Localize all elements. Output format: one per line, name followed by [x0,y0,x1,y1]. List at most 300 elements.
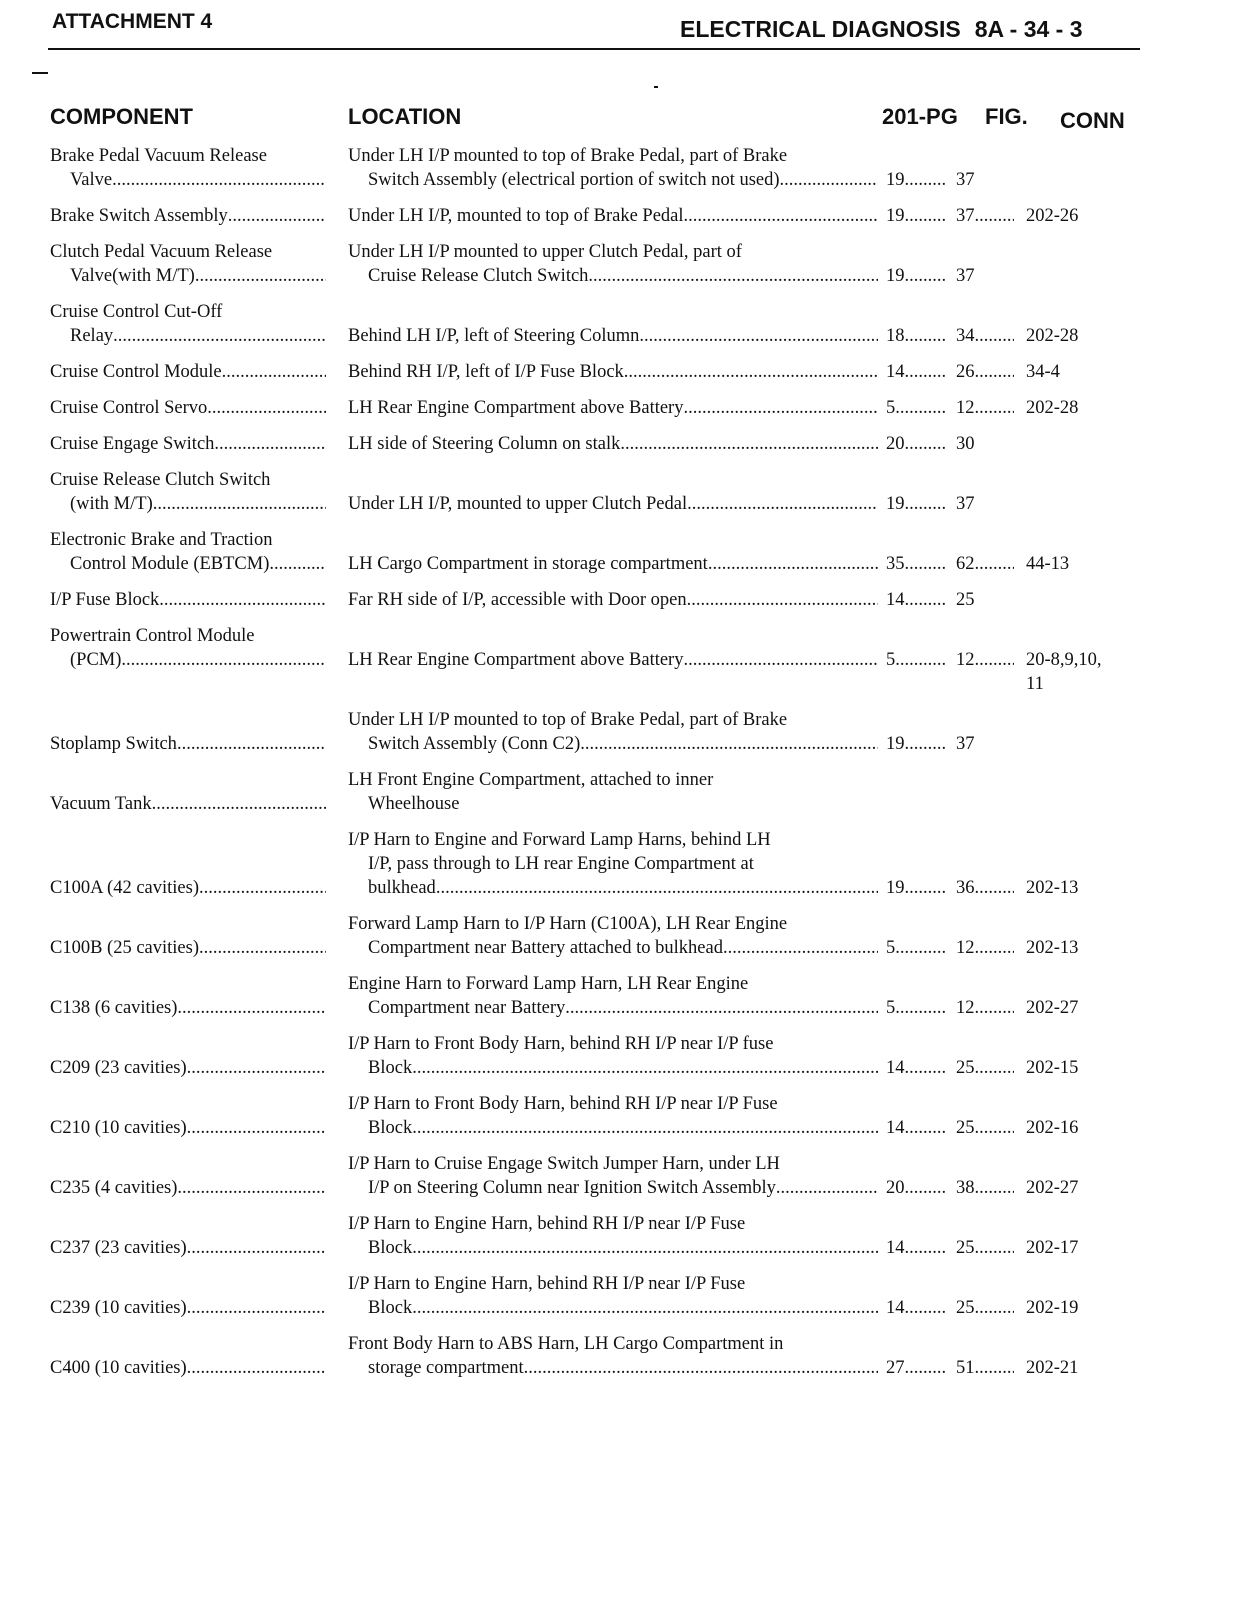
page-value: 14 [886,362,905,382]
location-text: Compartment near Battery attached to bulkhead [368,938,723,958]
page-cell [878,936,956,960]
figure-value: 37 [956,170,975,190]
conn-value: 202-28 [1026,326,1079,346]
page-value: 27 [886,1358,905,1378]
attachment-label: ATTACHMENT 4 [52,10,213,33]
location-text: LH Rear Engine Compartment above Battery [348,650,684,670]
location-cell [340,552,878,576]
figure-value: 38 [956,1178,975,1198]
location-line: Engine Harn to Forward Lamp Harn, LH Rear Engine [348,974,749,994]
figure-cell [956,648,1026,672]
component-cell [0,588,340,612]
table-row [0,240,1248,288]
dot-leader [975,1116,1015,1140]
dot-leader [975,324,1015,348]
dot-leader [905,492,947,516]
component-line: Cruise Release Clutch Switch [50,470,271,490]
component-line: Clutch Pedal Vacuum Release [50,242,273,262]
page-cell [878,324,956,348]
column-header-component: COMPONENT [50,104,193,129]
conn-cell [1026,996,1126,1020]
component-text: C138 (6 cavities) [50,998,178,1018]
header-rule [48,48,1140,50]
page-cell [878,876,956,900]
location-cell [340,240,878,288]
conn-cell [1026,204,1126,228]
page-value: 14 [886,590,905,610]
dot-leader [207,396,326,420]
dot-leader [187,1116,326,1140]
page-value: 5 [886,998,896,1018]
component-cell [0,936,340,960]
component-location-table [0,144,1248,1392]
location-line: I/P Harn to Engine and Forward Lamp Harns, behind LH [348,830,771,850]
location-text: Block [368,1058,413,1078]
dot-leader [412,1116,878,1140]
dot-leader [683,396,878,420]
figure-value: 26 [956,362,975,382]
dot-leader [683,648,878,672]
conn-cell [1026,1176,1126,1200]
figure-cell [956,996,1026,1020]
component-text: Control Module (EBTCM) [70,554,270,574]
table-row [0,432,1248,456]
location-line [348,1356,878,1380]
conn-value: 202-13 [1026,878,1079,898]
page-cell [878,432,956,456]
conn-value: 20-8,9,10, [1026,650,1102,670]
component-line [50,360,340,384]
location-line: Under LH I/P mounted to top of Brake Pedal, part of Brake [348,146,788,166]
location-cell [340,708,878,756]
component-text: C400 (10 cavities) [50,1358,187,1378]
dot-leader [905,732,947,756]
page-cell [878,1116,956,1140]
page-cell [878,1056,956,1080]
component-line [50,1356,340,1380]
dot-leader [687,588,878,612]
page-value: 14 [886,1118,905,1138]
page-cell [878,1296,956,1320]
dot-leader [195,264,326,288]
dot-leader [975,360,1015,384]
location-text: LH Rear Engine Compartment above Battery [348,398,684,418]
component-line [50,204,340,228]
component-text: Cruise Engage Switch [50,434,215,454]
location-text: LH Cargo Compartment in storage compartment [348,554,708,574]
location-line: I/P Harn to Engine Harn, behind RH I/P near I/P Fuse [348,1214,746,1234]
page-value: 5 [886,938,896,958]
figure-value: 25 [956,1298,975,1318]
component-line: Electronic Brake and Traction [50,530,273,550]
table-row [0,768,1248,816]
component-text: C209 (23 cavities) [50,1058,187,1078]
location-line [348,552,878,576]
figure-cell [956,1236,1026,1260]
dot-leader [975,552,1015,576]
component-text: C237 (23 cavities) [50,1238,187,1258]
location-cell [340,1272,878,1320]
location-cell [340,360,878,384]
dot-leader [620,432,878,456]
location-line [348,1116,878,1140]
figure-cell [956,492,1026,516]
figure-value: 51 [956,1358,975,1378]
figure-cell [956,552,1026,576]
dot-leader [975,1356,1015,1380]
page-value: 14 [886,1238,905,1258]
figure-value: 34 [956,326,975,346]
location-text: Block [368,1298,413,1318]
page-value: 14 [886,1298,905,1318]
page-cell [878,552,956,576]
location-cell [340,1212,878,1260]
location-cell [340,912,878,960]
dot-leader [905,168,947,192]
dot-leader [639,324,878,348]
location-line: Under LH I/P mounted to upper Clutch Pedal, part of [348,242,742,262]
location-text: Switch Assembly (Conn C2) [368,734,581,754]
component-text: C210 (10 cavities) [50,1118,187,1138]
location-line [348,324,878,348]
location-line: I/P Harn to Engine Harn, behind RH I/P near I/P Fuse [348,1274,746,1294]
page-value: 35 [886,554,905,574]
page-cell [878,648,956,672]
page-number: 8A - 34 - 3 [974,16,1083,42]
figure-value: 25 [956,1058,975,1078]
location-cell [340,972,878,1020]
location-cell [340,1032,878,1080]
conn-value: 202-21 [1026,1358,1079,1378]
location-cell [340,144,878,192]
dot-leader [905,264,947,288]
dot-leader [975,204,1015,228]
location-line [348,732,878,756]
dot-leader [905,324,947,348]
dot-leader [905,204,947,228]
dot-leader [412,1236,878,1260]
component-text: I/P Fuse Block [50,590,160,610]
component-cell [0,360,340,384]
column-header-figure: FIG. [985,104,1028,129]
location-line: Front Body Harn to ABS Harn, LH Cargo Compartment in [348,1334,784,1354]
page-value: 18 [886,326,905,346]
conn-value: 202-16 [1026,1118,1079,1138]
figure-cell [956,936,1026,960]
location-line: I/P Harn to Front Body Harn, behind RH I/P near I/P Fuse [348,1094,778,1114]
location-text: storage compartment [368,1358,524,1378]
dot-leader [776,1176,878,1200]
component-text: (PCM) [70,650,122,670]
table-row [0,396,1248,420]
conn-value: 202-26 [1026,206,1079,226]
conn-cell [1026,1056,1126,1080]
component-cell [0,1176,340,1200]
page-cell [878,168,956,192]
table-row [0,204,1248,228]
component-line [50,1116,340,1140]
figure-cell [956,264,1026,288]
location-cell [340,432,878,456]
dot-leader [905,1176,947,1200]
page-value: 5 [886,650,896,670]
dot-leader [412,1056,878,1080]
page-cell [878,1356,956,1380]
location-cell [340,396,878,420]
figure-cell [956,1116,1026,1140]
dot-leader [895,936,946,960]
dot-leader [723,936,878,960]
figure-cell [956,168,1026,192]
component-cell [0,528,340,576]
location-line [348,1056,878,1080]
component-text: Valve [70,170,113,190]
dot-leader [975,1236,1015,1260]
location-cell [340,1332,878,1380]
figure-cell [956,396,1026,420]
conn-value: 202-27 [1026,1178,1079,1198]
component-cell [0,996,340,1020]
component-text: Relay [70,326,114,346]
table-row [0,528,1248,576]
dot-leader [905,1356,947,1380]
section-title: ELECTRICAL DIAGNOSIS [680,16,961,42]
component-cell [0,144,340,192]
component-line [50,1236,340,1260]
component-text: Cruise Control Servo [50,398,208,418]
dot-leader [222,360,326,384]
conn-value: 44-13 [1026,554,1070,574]
figure-value: 12 [956,938,975,958]
component-text: C235 (4 cavities) [50,1178,178,1198]
dot-leader [624,360,878,384]
dot-leader [895,396,946,420]
dot-leader [684,204,878,228]
component-line [50,648,340,672]
dot-leader [152,792,326,816]
page-cell [878,996,956,1020]
dot-leader [905,1056,947,1080]
conn-cell [1026,1296,1126,1320]
location-line [348,936,878,960]
dot-leader [187,1296,326,1320]
dot-leader [780,168,878,192]
dot-leader [187,1356,326,1380]
table-row [0,912,1248,960]
location-line [348,396,878,420]
location-text: Cruise Release Clutch Switch [368,266,589,286]
figure-cell [956,588,1026,612]
component-cell [0,1056,340,1080]
conn-cell [1026,648,1126,696]
dot-leader [975,1056,1015,1080]
table-row [0,1272,1248,1320]
location-text: LH side of Steering Column on stalk [348,434,621,454]
dot-leader [524,1356,878,1380]
component-line [50,432,340,456]
figure-value: 12 [956,650,975,670]
component-cell [0,876,340,900]
component-cell [0,1356,340,1380]
dot-leader [588,264,878,288]
dot-leader [975,648,1015,672]
component-line [50,876,340,900]
dot-leader [975,996,1015,1020]
dot-leader [687,492,878,516]
table-row [0,972,1248,1020]
dot-leader [228,204,326,228]
location-text: bulkhead [368,878,436,898]
conn-cell [1026,396,1126,420]
figure-value: 37 [956,206,975,226]
location-text: I/P on Steering Column near Ignition Switch Assembly [368,1178,776,1198]
dot-leader [436,876,878,900]
component-cell [0,396,340,420]
dot-leader [905,360,947,384]
dot-leader [199,876,326,900]
dot-leader [708,552,878,576]
figure-cell [956,876,1026,900]
page-cell [878,588,956,612]
dot-leader [177,732,326,756]
component-text: Vacuum Tank [50,794,152,814]
component-line [50,168,340,192]
table-row [0,1212,1248,1260]
figure-cell [956,732,1026,756]
page-value: 19 [886,734,905,754]
dot-leader [177,996,326,1020]
component-line [50,396,340,420]
page-cell [878,264,956,288]
dot-leader [269,552,326,576]
page-cell [878,204,956,228]
component-text: Cruise Control Module [50,362,222,382]
location-line [348,1296,878,1320]
table-row [0,144,1248,192]
table-row [0,1332,1248,1380]
conn-value-cont: 11 [1026,674,1044,694]
dot-leader [975,1176,1015,1200]
location-text: Behind RH I/P, left of I/P Fuse Block [348,362,624,382]
component-cell [0,1296,340,1320]
component-text: Valve(with M/T) [70,266,195,286]
figure-value: 62 [956,554,975,574]
location-text: Compartment near Battery [368,998,566,1018]
location-line [348,360,878,384]
component-cell [0,1236,340,1260]
dot-leader [905,588,947,612]
table-row [0,588,1248,612]
figure-cell [956,1056,1026,1080]
table-row [0,828,1248,900]
location-line [348,1176,878,1200]
conn-value: 202-15 [1026,1058,1079,1078]
page-value: 19 [886,170,905,190]
component-text: C239 (10 cavities) [50,1298,187,1318]
conn-value: 202-13 [1026,938,1079,958]
location-line [348,1236,878,1260]
page-cell [878,360,956,384]
figure-cell [956,432,1026,456]
page-cell [878,1236,956,1260]
location-line: LH Front Engine Compartment, attached to inner [348,770,714,790]
location-line: Forward Lamp Harn to I/P Harn (C100A), LH Rear Engine [348,914,788,934]
component-cell [0,1116,340,1140]
location-cell [340,204,878,228]
page-cell [878,1176,956,1200]
table-row [0,1092,1248,1140]
figure-cell [956,1296,1026,1320]
component-cell [0,468,340,516]
dot-leader [895,996,946,1020]
component-line [50,264,340,288]
dot-leader [975,936,1015,960]
component-cell [0,624,340,672]
location-line [348,492,878,516]
dot-leader [159,588,326,612]
location-text: Block [368,1238,413,1258]
location-line [348,996,878,1020]
figure-cell [956,360,1026,384]
component-line [50,492,340,516]
location-line [348,264,878,288]
dot-leader [905,1236,947,1260]
figure-value: 37 [956,266,975,286]
component-line [50,792,340,816]
dot-leader [214,432,326,456]
conn-value: 202-19 [1026,1298,1079,1318]
component-line [50,1296,340,1320]
component-cell [0,432,340,456]
component-line: Brake Pedal Vacuum Release [50,146,267,166]
component-text: Brake Switch Assembly [50,206,228,226]
location-text: Under LH I/P, mounted to upper Clutch Pedal [348,494,688,514]
dot-leader [905,432,947,456]
conn-value: 34-4 [1026,362,1060,382]
location-text: Far RH side of I/P, accessible with Door open [348,590,687,610]
conn-value: 202-27 [1026,998,1079,1018]
page-value: 19 [886,494,905,514]
conn-cell [1026,1356,1126,1380]
table-row [0,708,1248,756]
component-cell [0,240,340,288]
location-line: I/P Harn to Front Body Harn, behind RH I/P near I/P fuse [348,1034,774,1054]
page-value: 20 [886,434,905,454]
figure-value: 30 [956,434,975,454]
component-cell [0,732,340,756]
table-row [0,1152,1248,1200]
page-cell [878,396,956,420]
location-line [348,168,878,192]
page-value: 5 [886,398,896,418]
column-header-conn: CONN [1060,108,1125,133]
figure-value: 36 [956,878,975,898]
figure-cell [956,324,1026,348]
component-line: Powertrain Control Module [50,626,255,646]
table-row [0,468,1248,516]
location-line [348,432,878,456]
figure-value: 12 [956,998,975,1018]
location-cell [340,588,878,612]
location-text: Under LH I/P, mounted to top of Brake Pedal [348,206,684,226]
location-cell [340,1092,878,1140]
dot-leader [895,648,946,672]
conn-value: 202-17 [1026,1238,1079,1258]
location-text: Block [368,1118,413,1138]
component-text: C100A (42 cavities) [50,878,200,898]
column-header-location: LOCATION [348,104,462,129]
component-line [50,324,340,348]
